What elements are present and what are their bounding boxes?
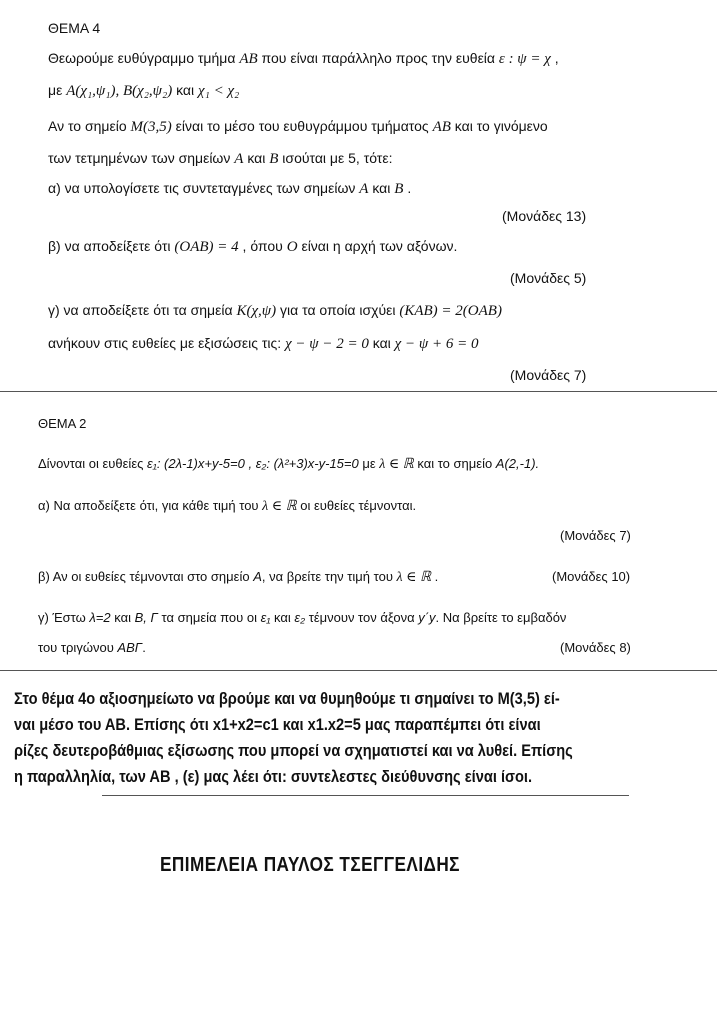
line-text: είναι το μέσο του ευθυγράμμου τμήματος [171, 118, 433, 134]
point-a: A [253, 569, 262, 584]
thema4-marks-c: (Μονάδες 7) [510, 367, 587, 383]
point-k: K(χ,ψ) [236, 303, 277, 319]
question-text: ανήκουν στις ευθείες με εξισώσεις τις: [48, 335, 286, 351]
point-b: B [269, 151, 279, 167]
question-text: γ) να αποδείξετε ότι τα σημεία [48, 302, 237, 318]
point-a: A [234, 151, 244, 167]
thema2-question-c [38, 610, 566, 625]
question-text: α) να υπολογίσετε τις συντεταγμένες των σημείων [48, 180, 360, 196]
line-text: με [48, 82, 67, 98]
line-text: ισούται με 5, τότε: [278, 150, 393, 166]
question-text: οι ευθείες τέμνονται. [296, 498, 417, 513]
section-divider [0, 391, 717, 392]
point-b: B [394, 181, 404, 197]
point-a: A [359, 181, 369, 197]
thema2-question-c-cont [38, 640, 146, 655]
line-equation-1: χ − ψ − 2 = 0 [285, 336, 369, 352]
question-text: και [270, 610, 295, 625]
thema4-line-2 [48, 82, 239, 100]
points-ab: A(χ₁,ψ₁), B(χ₂,ψ₂) [66, 83, 173, 99]
question-text: και [368, 180, 395, 196]
question-text: και [368, 335, 395, 351]
question-text: και [110, 610, 135, 625]
thema2-marks-b: (Μονάδες 10) [552, 569, 631, 584]
question-text: . [142, 640, 146, 655]
question-text: , να βρείτε την τιμή του [261, 569, 397, 584]
lambda-real: λ ∈ ℝ [379, 457, 414, 472]
axis-yy: y΄y [418, 610, 436, 625]
condition: χ₁ < χ₂ [198, 83, 240, 99]
note-line: ναι μέσο του ΑΒ. Επίσης ότι x1+x2=c1 και x1.x2=5 μας παραπέμπει ότι είναι [14, 715, 541, 734]
note-line: η παραλληλία, των ΑΒ , (ε) μας λέει ότι: συντελεστες διεύθυνσης είναι ίσοι. [14, 767, 533, 786]
thema4-question-a [48, 180, 411, 198]
lines-equations: ε₁: (2λ-1)x+y-5=0 , ε₂: (λ²+3)x-y-15=0 [147, 456, 359, 471]
line-e1: ε₁ [260, 610, 271, 625]
thema4-line-4 [48, 150, 392, 168]
lambda-real: λ ∈ ℝ [396, 570, 432, 585]
line-text: και [243, 150, 270, 166]
question-text: β) Αν οι ευθείες τέμνονται στο σημείο [38, 569, 254, 584]
question-text: είναι η αρχή των αξόνων. [297, 238, 458, 254]
question-text: α) Να αποδείξετε ότι, για κάθε τιμή του [38, 498, 263, 513]
question-text: . Να βρείτε το εμβαδόν [435, 610, 567, 625]
question-text: β) να αποδείξετε ότι [48, 238, 175, 254]
signature: ΕΠΙΜΕΛΕΙΑ ΠΑΥΛΟΣ ΤΣΕΓΓΕΛΙΔΗΣ [160, 854, 460, 876]
thema2-question-a [38, 498, 416, 515]
line-text: , [550, 50, 559, 66]
question-text: για τα οποία ισχύει [276, 302, 400, 318]
line-e2: ε₂ [294, 610, 306, 625]
line-text: και [172, 82, 199, 98]
thema2-question-b [38, 569, 438, 586]
point-m: M(3,5) [130, 119, 172, 135]
lambda-real: λ ∈ ℝ [262, 499, 297, 514]
question-text: . [431, 569, 439, 584]
line-text: Αν το σημείο [48, 118, 131, 134]
point-o: O [286, 239, 298, 255]
note-underline [102, 795, 629, 796]
thema4-question-b [48, 238, 457, 256]
thema2-title: ΘΕΜΑ 2 [38, 416, 87, 431]
note-paragraph [14, 686, 616, 790]
line-text: που είναι παράλληλο προς την ευθεία [257, 50, 499, 66]
intro-text: Δίνονται οι ευθείες [38, 456, 147, 471]
segment-ab: AB [239, 51, 258, 67]
thema2-intro [38, 456, 539, 473]
section-divider [0, 670, 717, 671]
thema4-question-c [48, 302, 502, 320]
thema4-title: ΘΕΜΑ 4 [48, 20, 101, 36]
line-equation: ε : ψ = χ [498, 51, 551, 67]
area-condition: (KAB) = 2(OAB) [399, 303, 502, 319]
line-text: των τετμημένων των σημείων [48, 150, 235, 166]
question-text: γ) Έστω [38, 610, 90, 625]
thema2-marks-a: (Μονάδες 7) [560, 528, 631, 543]
thema4-line-1 [48, 50, 559, 68]
line-text: και το γινόμενο [450, 118, 548, 134]
segment-ab: AB [432, 119, 451, 135]
note-line: Στο θέμα 4ο αξιοσημείωτο να βρούμε και να θυμηθούμε τι σημαίνει το Μ(3,5) εί- [14, 689, 560, 708]
thema4-marks-b: (Μονάδες 5) [510, 270, 587, 286]
line-text: Θεωρούμε ευθύγραμμο τμήμα [48, 50, 240, 66]
area-equation: (OAB) = 4 [174, 239, 239, 255]
points-bg: B, Γ [134, 610, 158, 625]
thema2-marks-c: (Μονάδες 8) [560, 640, 631, 655]
triangle-abg: ΑΒΓ [117, 640, 143, 655]
note-line: ρίζες δευτεροβάθμιας εξίσωσης που μπορεί να σχηματιστεί και να λυθεί. Επίσης [14, 741, 573, 760]
question-text: τα σημεία που οι [157, 610, 261, 625]
intro-text: με [358, 456, 380, 471]
point-a: A(2,-1). [495, 456, 540, 471]
lambda-value: λ=2 [89, 610, 111, 625]
line-equation-2: χ − ψ + 6 = 0 [394, 336, 479, 352]
intro-text: και το σημείο [413, 456, 496, 471]
question-text: τέμνουν τον άξονα [305, 610, 419, 625]
thema4-line-3 [48, 118, 548, 136]
question-text: του τριγώνου [38, 640, 118, 655]
thema4-marks-a: (Μονάδες 13) [502, 208, 587, 224]
thema4-question-c-cont [48, 335, 478, 353]
question-text: . [403, 180, 412, 196]
question-text: , όπου [238, 238, 287, 254]
